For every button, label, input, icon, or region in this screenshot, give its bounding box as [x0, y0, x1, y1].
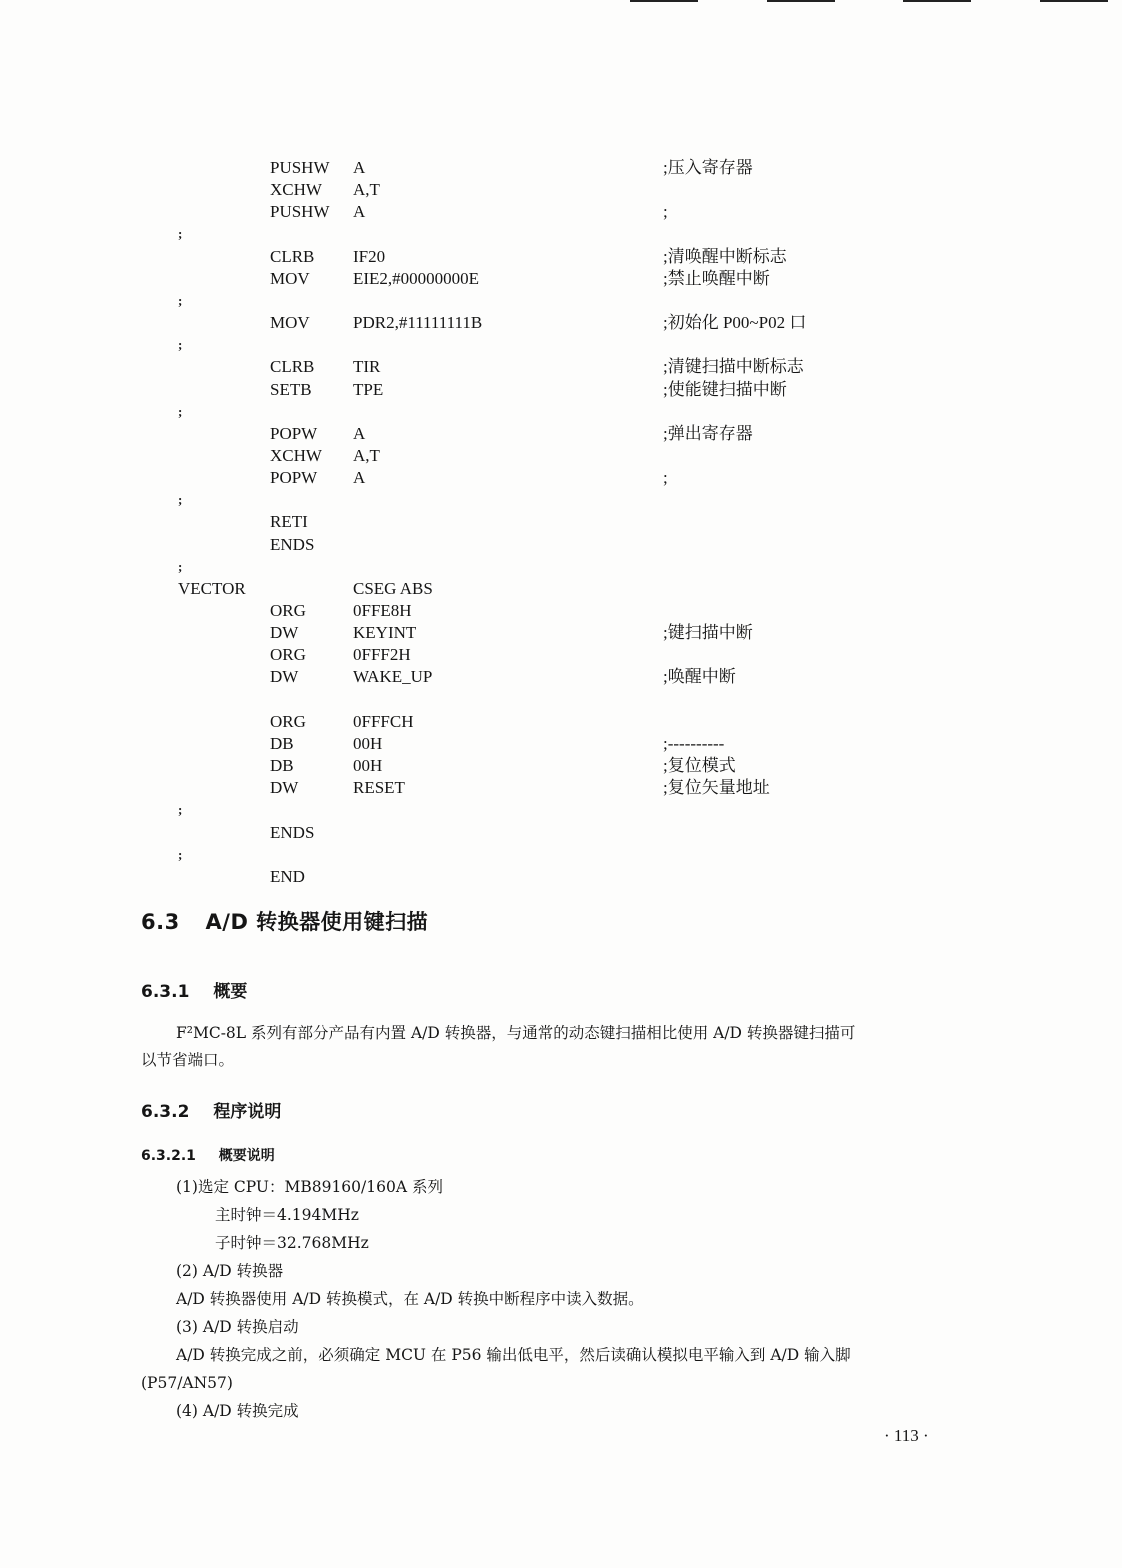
code-opcode: DB: [270, 756, 294, 776]
code-comment: ;压入寄存器: [663, 158, 753, 177]
subsection-heading: [141, 977, 247, 1002]
top-rule: [767, 0, 835, 2]
code-opcode: MOV: [270, 313, 310, 333]
code-operand: TIR: [353, 357, 381, 377]
code-comment: ;复位矢量地址: [663, 778, 770, 798]
code-opcode: CLRB: [270, 357, 315, 377]
code-opcode: DW: [270, 778, 299, 798]
code-opcode: DW: [270, 667, 299, 687]
code-comment: ;唤醒中断: [663, 667, 736, 687]
code-operand: A,T: [353, 180, 380, 200]
code-opcode: ENDS: [270, 822, 315, 842]
code-separator-mark: ;: [178, 558, 183, 574]
code-operand: A: [353, 202, 366, 222]
code-operand: EIE2,#00000000E: [353, 268, 480, 288]
code-opcode: PUSHW: [270, 158, 330, 177]
code-opcode: ORG: [270, 601, 306, 620]
code-opcode: ENDS: [270, 534, 315, 554]
code-opcode: MOV: [270, 268, 310, 288]
top-rule: [1040, 0, 1108, 2]
code-opcode: XCHW: [270, 445, 322, 465]
overview-paragraph: F²MC-8L 系列有部分产品有内置 A/D 转换器，与通常的动态键扫描相比使用 A/D 转换器键扫描可: [176, 1024, 856, 1042]
code-operand: A: [353, 468, 366, 488]
code-comment: ;使能键扫描中断: [663, 379, 787, 399]
code-opcode: ORG: [270, 645, 306, 665]
description-item: (2) A/D 转换器: [176, 1262, 284, 1280]
code-opcode: DB: [270, 733, 294, 753]
description-item: (4) A/D 转换完成: [176, 1402, 299, 1420]
subsection-number: 6.3.2: [141, 1102, 190, 1122]
code-opcode: DW: [270, 623, 299, 643]
description-item: A/D 转换完成之前，必须确定 MCU 在 P56 输出低电平，然后读确认模拟电平输入到 A/D 输入脚: [176, 1346, 851, 1364]
description-item: 子时钟＝32.768MHz: [215, 1234, 369, 1252]
code-separator-mark: ;: [178, 292, 183, 308]
code-comment: ;复位模式: [663, 756, 736, 776]
code-separator-mark: ;: [178, 492, 183, 508]
code-separator-mark: ;: [178, 403, 183, 419]
code-opcode: RETI: [270, 512, 308, 532]
code-opcode: POPW: [270, 468, 318, 488]
description-item: (1)选定 CPU：MB89160/160A 系列: [176, 1178, 443, 1196]
subsubsection-title: 概要说明: [218, 1148, 275, 1164]
code-separator-mark: ;: [178, 802, 183, 818]
code-opcode: XCHW: [270, 180, 322, 200]
code-operand: WAKE_UP: [353, 667, 433, 687]
code-comment: ;键扫描中断: [663, 623, 753, 643]
description-item: (3) A/D 转换启动: [176, 1318, 299, 1336]
page-number: · 113 ·: [884, 1426, 929, 1445]
code-comment: ;: [663, 202, 668, 222]
code-separator-mark: ;: [178, 226, 183, 242]
code-operand: TPE: [353, 379, 384, 399]
code-operand: KEYINT: [353, 623, 417, 643]
code-operand: 0FFE8H: [353, 601, 412, 620]
code-comment: ;清键扫描中断标志: [663, 357, 804, 377]
top-rule: [903, 0, 971, 2]
code-operand: CSEG ABS: [353, 578, 433, 598]
code-operand: A: [353, 158, 366, 177]
code-label: VECTOR: [178, 578, 246, 598]
code-comment: ;清唤醒中断标志: [663, 246, 787, 266]
subsection-number: 6.3.1: [141, 982, 190, 1002]
code-opcode: POPW: [270, 423, 318, 443]
code-comment: ;----------: [663, 733, 725, 753]
code-comment: ;禁止唤醒中断: [663, 268, 770, 288]
code-opcode: ORG: [270, 711, 306, 731]
code-operand: RESET: [353, 778, 405, 798]
code-operand: 00H: [353, 756, 383, 776]
code-comment: ;: [663, 468, 668, 488]
subsubsection-heading: [141, 1145, 275, 1165]
code-opcode: END: [270, 866, 305, 886]
code-separator-mark: ;: [178, 846, 183, 862]
code-separator-mark: ;: [178, 337, 183, 353]
section-heading: [141, 906, 428, 936]
code-operand: A,T: [353, 445, 380, 465]
code-operand: IF20: [353, 246, 386, 266]
code-opcode: CLRB: [270, 246, 315, 266]
subsection-title: 程序说明: [213, 1102, 282, 1122]
subsubsection-number: 6.3.2.1: [141, 1148, 196, 1164]
code-operand: 0FFFCH: [353, 711, 414, 731]
section-title: A/D 转换器使用键扫描: [205, 910, 429, 934]
description-item: (P57/AN57): [141, 1374, 233, 1392]
code-opcode: SETB: [270, 379, 312, 399]
description-item: 主时钟＝4.194MHz: [215, 1206, 359, 1224]
overview-paragraph-continued: 以节省端口。: [141, 1051, 235, 1069]
code-operand: 00H: [353, 733, 383, 753]
top-rule: [630, 0, 698, 2]
subsection-heading: [141, 1097, 281, 1122]
description-item: A/D 转换器使用 A/D 转换模式，在 A/D 转换中断程序中读入数据。: [176, 1290, 644, 1308]
code-comment: ;弹出寄存器: [663, 423, 753, 443]
code-operand: 0FFF2H: [353, 645, 411, 665]
code-operand: PDR2,#11111111B: [353, 313, 483, 333]
code-operand: A: [353, 423, 366, 443]
code-comment: ;初始化 P00~P02 口: [663, 313, 807, 333]
section-number: 6.3: [141, 910, 180, 934]
subsection-title: 概要: [213, 982, 248, 1002]
code-opcode: PUSHW: [270, 202, 330, 222]
